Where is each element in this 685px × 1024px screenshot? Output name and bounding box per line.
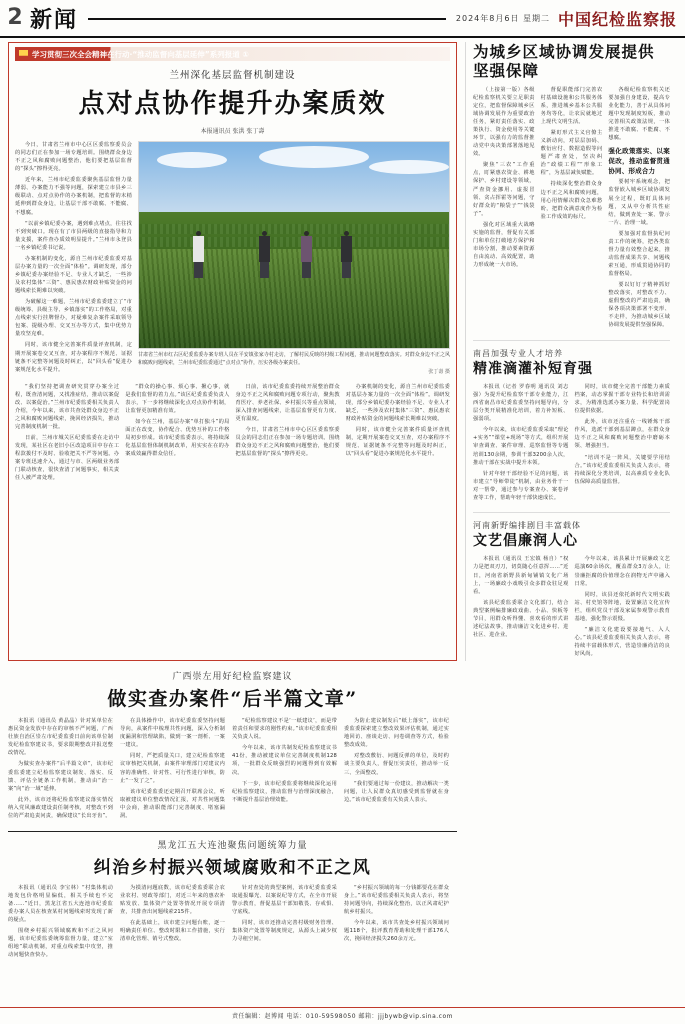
masthead	[0, 0, 685, 38]
right-rail	[465, 42, 670, 661]
photo-caption: 甘肃省兰州市红古区纪委监委办案专班人员在平安镇张家寺村走访，了解村民反映的村级工程问题，推动问题整改落实。对群众身边不正之风和腐败问题线索，兰州市纪委监委通过“点对点”协作，压实各级办案责任。	[138, 352, 450, 366]
paragraph: 强化对区域重大战略实施的监督，督促有关部门和单位打破地方保护和市场分割，推动要素资源自由流动、高效配置，助力形成统一大市场。	[473, 221, 535, 269]
lead-column-2	[15, 383, 119, 486]
paragraph: 此外，该市还注重在一线锤炼干部作风，选派干部到基层蹲点，在群众身边不正之风和腐败问题整治中磨砺本领、增强担当。	[574, 419, 670, 450]
paragraph: 为做实查办案件“后半篇文章”，该市纪委监委建立纪检监察建议制发、落实、反馈、评估全链条工作机制，推动由“治一案”向“治一域”延伸。	[8, 761, 113, 792]
mid-story-column-4	[344, 717, 449, 823]
person-legs	[342, 262, 351, 278]
bottom-story-column-1	[8, 884, 113, 963]
bottom-story-column-3	[232, 884, 337, 963]
flag-icon	[19, 50, 28, 59]
paragraph: “我们坚持把调查研究贯穿办案全过程，既查清问题，又找准症结，推动以案促改、以案促治。”兰州市纪委监委相关负责人介绍，今年以来，该市共查处群众身边不正之风和腐败问题线索，挽回经济损失，推动完善制度机制一批。	[15, 383, 120, 430]
paragraph: 紧盯形式主义官僚主义新动向，对层层加码、敷衍应付、数据造假等问题严肃查处，坚决纠治“政绩工程”“形象工程”，为基层减负赋能。	[540, 130, 603, 177]
paragraph: 各级纪检监察机关还要加强自身建设，提高专业化能力，善于从具体问题中发现制度短板，推动完善相关政策法规，一体推进不敢腐、不能腐、不想腐。	[608, 86, 671, 142]
rail-story1-columns	[473, 86, 670, 333]
paragraph: 今年以来，该市共制发纪检监察建议书41份，推动被建议单位完善制度机制128项，一批群众反映强烈的问题得到有效解决。	[232, 745, 337, 776]
rail-story2-column-2	[575, 383, 671, 505]
paragraph: 同时，该市健全完善案件质量评查机制，定期开展案卷交叉互查，对办案程序不规范、证据链条不完整等问题及时纠正，以“回头看”促进办案规范化水平提升。	[345, 427, 450, 458]
rail-story1-column-3	[608, 86, 670, 333]
person-torso	[259, 236, 270, 262]
page-footer	[0, 1007, 685, 1024]
person-torso	[301, 236, 312, 262]
top-row	[8, 42, 677, 661]
rail-story2-headline: 精准滴灌补短育强	[473, 360, 593, 377]
lead-column-1	[15, 141, 132, 377]
paragraph: 本报讯（通讯员 李宝林）“村集体机动地发包价格明显偏低，相关手续也不完备……”近日，黑龙江省五大连池市纪委监委办案人员在核查某村问题线索时发现了新的疑点。	[8, 884, 113, 924]
paragraph: 下一步，该市纪委监委将继续深化运用纪检监察建议，推动监督与治理深度融合，不断提升基层治理效能。	[232, 780, 337, 803]
rail-story3-column-1	[473, 555, 569, 661]
paragraph: 此外，该市还将纪检监察建议落实情况纳入党风廉政建设责任制考核，对整改不到位的严肃追责问责，确保建议“长出牙齿”。	[8, 796, 113, 819]
paragraph: 要以钉钉子精神抓好整改落实，对整改不力、虚假整改的严肃追责，确保各项决策部署不变形、不走样，为推动城乡区域协调发展提供坚强保障。	[608, 282, 671, 329]
paragraph: 对整改敷衍、问题反弹的单位，及时约谈主要负责人，督促压实责任，推动举一反三、全面整改。	[344, 753, 449, 776]
paragraph: 同时，严把质量关口，建立纪检监察建议审核把关机制，由案件审理部门对建议内容的准确性、针对性、可行性进行审核，防止“一发了之”。	[120, 753, 225, 784]
lead-column-3	[125, 383, 229, 486]
paragraph: 为摸清问题底数，该市纪委监委联合农业农村、财政等部门，对近三年来的惠农补贴发放、集体资产处置等情况开展专项清查，共排查出问题线索215件。	[120, 884, 225, 916]
paragraph: 今年以来，该市共查处乡村振兴领域问题118个，批评教育帮助和处理干部176人次，挽回经济损失260余万元。	[344, 920, 449, 943]
paragraph: 本报讯（通讯员 黄晶晶）针对某单位在惠民资金发放中存在的审核不严问题，广西壮族自治区崇左市纪委监委日前向该单位制发纪检监察建议书，要求限期整改并报送整改情况。	[8, 718, 113, 757]
paragraph: 近年来，兰州市纪委监委聚焦基层监督力量薄弱、办案能力不强等问题，探索建立市县乡三级联动、点对点协作的办案机制，把监督的末梢延伸到群众身边，让基层干部不敢腐、不能腐、不想腐。	[15, 177, 132, 216]
photo-credit: 张丁壽 摄	[428, 369, 450, 375]
rail-story1-headline: 为城乡区域协调发展提供坚强保障	[473, 42, 655, 81]
corn-row	[139, 237, 449, 247]
paragraph: 在具体操作中，该市纪委监委坚持问题导向，从案件中梳理共性问题，深入分析制度漏洞和管理缺陷，做到一案一剖析、一案一建议。	[120, 718, 225, 749]
rail-story1-column-2	[541, 86, 603, 333]
person-legs	[302, 262, 311, 278]
rail-story3-kicker: 河南新野编排剧目丰富载体	[473, 520, 581, 530]
cloud-shape	[369, 160, 449, 174]
mid-story-headline: 做实查办案件“后半篇文章”	[107, 688, 358, 711]
lead-kicker: 兰州深化基层监督机制建设	[169, 70, 296, 81]
series-banner	[15, 47, 450, 61]
series-label: 学习贯彻三次全会精神在行动·“推动监督向基层延伸”系列报道 ①	[32, 49, 249, 59]
person-figure	[299, 231, 313, 278]
rail-divider-2	[473, 512, 670, 513]
page-body	[0, 38, 685, 962]
lead-article	[8, 42, 457, 661]
paragraph: “我们要通过每一份建议，推动解决一类问题，让人民群众真切感受到监督就在身边。”该市纪委监委有关负责人表示。	[344, 780, 449, 803]
lead-column-4	[236, 383, 340, 486]
paragraph: 该市纪委监委还定期召开联席会议，听取被建议单位整改情况汇报，对共性问题集中会商，推动职能部门完善制度、堵塞漏洞。	[120, 788, 225, 819]
paragraph: 办案机制的变化，源自兰州市纪委监委对基层办案力量的一次全面“体检”。调研发现，部分乡镇纪委办案经验不足、专业人才缺乏，一些涉及农村集体“三资”、惠民惠农财政补贴资金的问题线索长期难以突破。	[15, 255, 132, 295]
person-figure	[339, 231, 353, 278]
lead-photo-block	[138, 141, 450, 377]
paragraph: 为防止建议制发后“纸上落实”，该市纪委监委探索建立整改效果评估机制，通过实地回访、座谈走访、问卷调查等方式，检验整改成效。	[344, 718, 449, 749]
paragraph: “乡村振兴领域的每一分钱都要花在群众身上。”该市纪委监委相关负责人表示，将坚持问题导向，持续深化整治，以正风肃纪护航乡村振兴。	[344, 884, 449, 916]
person-legs	[194, 262, 203, 278]
masthead-date: 2024年8月6日 星期二	[455, 13, 550, 23]
paragraph: “培训不是一阵风，关键要学用结合。”该市纪委监委相关负责人表示，将持续深化分类培训，以高素质专业化队伍保障高质量监督。	[574, 454, 670, 485]
paragraph: 在此基础上，该市建立问题台账，逐一明确责任单位、整改时限和工作措施，实行清单化管理、销号式整改。	[120, 920, 225, 943]
photo-field-foreground	[139, 249, 449, 348]
mid-story-kicker: 广西崇左用好纪检监察建议	[172, 672, 293, 683]
bottom-story	[8, 838, 457, 963]
person-figure	[191, 231, 205, 278]
paragraph: 同时，该市还推动完善村级财务管理、集体资产处置等制度规定，从源头上减少权力寻租空间。	[232, 920, 337, 943]
paragraph: 今日，甘肃省兰州市中心区区委监察委员会的同志们正在参加一场专题培训。围绕群众身边不正之风和腐败问题整治，他们要把基层监督的“探头”擦得更亮。	[235, 427, 340, 458]
paragraph: 同时，该县还依托新时代文明实践站、村史馆等阵地，设置廉洁文化宣传栏，组织党员干部及家属参观警示教育基地，强化警示震慑。	[574, 591, 670, 622]
cloud-shape	[259, 146, 369, 168]
mid-story	[8, 669, 457, 823]
rail-story1-column-1	[473, 86, 535, 333]
section-title: 新闻	[30, 7, 79, 33]
mid-story-columns	[8, 717, 457, 823]
rail-divider-1	[473, 340, 670, 341]
paragraph: 督促职能部门完善农村基础设施和公共服务体系，推进城乡基本公共服务均等化，让农民就地过上现代文明生活。	[540, 86, 603, 125]
paragraph: 该县纪委监委联合文化部门，结合典型案例编排廉政戏曲、小品、快板等节目，用群众听得懂、喜欢看的形式讲述纪法故事，推动廉洁文化进乡村、进社区、进企业。	[473, 599, 569, 638]
paragraph: 今日，甘肃省兰州市中心区区委监察委员会的同志们正在参加一场专题培训。围绕群众身边不正之风和腐败问题整治，他们要把基层监督的“探头”擦得更亮。	[15, 142, 132, 173]
paper-logo: 中国纪检监察报	[557, 9, 677, 29]
person-figure	[257, 231, 271, 278]
mid-bottom-divider	[8, 831, 457, 832]
lead-column-5	[346, 383, 450, 486]
person-legs	[260, 262, 269, 278]
paragraph: 办案机制的变化，源自兰州市纪委监委对基层办案力量的一次全面“体检”。调研发现，部分乡镇纪委办案经验不足、专业人才缺乏，一些涉及农村集体“三资”、惠民惠农财政补贴资金的问题线索长期难以突破。	[345, 383, 450, 422]
page-number: 2	[7, 5, 23, 30]
paragraph: 本报讯（通讯员 王宏镇 杨自）“权力是把双刃刀，切莫随心任意挥……”近日，河南省新野县新甸铺镇文化广场上，一场廉政小戏吸引众多群众驻足观看。	[473, 556, 569, 595]
paragraph: 针对查处的典型案例，该市纪委监委采取通报曝光、以案说纪等方式，在全市开展警示教育，督促基层干部知敬畏、存戒惧、守底线。	[232, 884, 337, 916]
mid-story-column-3	[232, 717, 337, 823]
paragraph: 持续深化整治群众身边不正之风和腐败问题，用心用情解决群众急难愁盼，把群众满意度作为检验工作成效的标尺。	[540, 181, 603, 220]
paragraph: 聚焦“三农”工作重点，盯紧惠农资金、耕地保护、乡村建设等领域，严查资金挪用、虚报冒领、贪占挥霍等问题，守好群众的“粮袋子”“钱袋子”。	[473, 162, 535, 217]
lead-byline: 本报通讯员 张洪 张丁壽	[200, 128, 265, 135]
lead-lower-columns	[15, 383, 450, 486]
paragraph: 针对年轻干部经验不足的问题，该市建立“导师带徒”机制，由业务骨干一对一帮带，通过参与专案查办、案卷评查等工作，帮助年轻干部快速成长。	[473, 470, 569, 501]
masthead-divider	[88, 18, 446, 20]
corn-field-inspection-photo	[138, 141, 450, 349]
rail-story3-column-2	[575, 555, 671, 661]
paragraph: 为破解这一难题，兰州市纪委监委建立了“市级统筹、县级主导、乡镇落实”的工作格局，对重点线索实行挂牌督办，对疑难复杂案件采取领导包案、提级办理、交叉互办等方式，集中优势力量攻坚克难。	[15, 299, 132, 338]
paragraph: 本报讯（记者 罗春明 通讯员 刘志强）为提升纪检监察干部专业能力，江西省南昌市纪委监委坚持问题导向，分层分类开展精准化培训，着力补短板、强弱项。	[473, 384, 569, 423]
lead-headline: 点对点协作提升办案质效	[78, 89, 387, 119]
person-torso	[193, 236, 204, 262]
footer-text: 责任编辑：赵博闻 电话：010-59598050 邮箱：jjjbywb@vip.sina.com	[232, 1013, 453, 1020]
paragraph: （上接第一版）各级纪检监察机关要立足职责定位，把监督保障城乡区域协调发展作为重要政治任务，紧盯责任落实、政策执行、资金使用等关键环节，以强有力的监督推动党中央决策部署落地见效。	[473, 86, 535, 158]
paragraph: “群众的操心事、烦心事、揪心事，就是我们监督的着力点。”该区纪委监委负责人表示，下一步将继续深化点对点协作机制，让监督更加精准有效。	[125, 383, 230, 414]
corn-row	[139, 224, 449, 234]
mid-story-column-1	[8, 717, 113, 823]
paragraph: 如今在兰州，基层办案“单打独斗”的局面正在改变，协作配合、优势互补的工作格局初步形成。该市纪委监委表示，将持续深化基层监督体制机制改革，用实实在在的办案成效赢得群众信任。	[125, 418, 230, 458]
paragraph: 围绕乡村振兴领域腐败和不正之风问题，该市纪委监委统筹监督力量，建立“室组地”联动机制，对重点线索集中攻坚，推动问题快查快办。	[8, 928, 113, 959]
bottom-story-column-2	[120, 884, 225, 963]
mid-story-column-2	[120, 717, 225, 823]
paragraph: “廉洁文化建设要接地气、入人心。”该县纪委监委相关负责人表示，将持续丰富载体形式，营造崇廉尚洁的良好风尚。	[574, 626, 670, 658]
paragraph: 日前，兰州市城关区纪委监委在走访中发现，某社区在老旧小区改造项目中存在工程款拨付不及时、验收把关不严等问题。办案专班迅速介入，通过与市、区两级业务部门联动核查，很快查清了问题事实，相关责任人被严肃处理。	[15, 435, 120, 482]
bottom-story-headline: 纠治乡村振兴领域腐败和不正之风	[93, 857, 372, 878]
paragraph: 要树牢系统观念，把监督嵌入城乡区域协调发展全过程，既盯具体问题，又从中分析共性症结，做到查处一案、警示一片、治理一域。	[608, 179, 671, 226]
rail-story2-columns	[473, 383, 670, 505]
paragraph: 今年以来，该市纪委监委采取“理论+实务”“课堂+现场”等方式，组织开展审查调查、案件审理、巡察监督等专题培训130余期，参训干部3200余人次，推动干部在实战中提升本领。	[473, 427, 569, 466]
paragraph: “以前乡镇纪委办案，遇到难点堵点，往往找不到突破口。现在有了市县两级的直接指导和力量支援，案件查办质效明显提升。”兰州市永登县一名乡镇纪委书记说。	[15, 220, 132, 251]
paragraph: 同时，该市健全完善干部能力素质档案，动态掌握干部专业特长和培训需求，为精准选派办案力量、科学配置岗位提供依据。	[574, 384, 670, 415]
rail-story2-column-1	[473, 383, 569, 505]
lead-top-block	[15, 141, 450, 377]
bottom-story-kicker: 黑龙江五大连池聚焦问题统筹力量	[157, 840, 308, 851]
paragraph: 要加强对监督执纪问责工作的统筹，把各类监督力量有效整合起来，推动监督成果共享、问题线索互通，形成贯通协同的监督格局。	[608, 230, 671, 278]
rail-story3-columns	[473, 555, 670, 661]
person-torso	[341, 236, 352, 262]
paragraph: 同时，该市健全完善案件质量评查机制，定期开展案卷交叉互查，对办案程序不规范、证据链条不完整等问题及时纠正，以“回头看”促进办案规范化水平提升。	[15, 342, 132, 373]
paragraph: 日前，该市纪委监委持续开展整治群众身边不正之风和腐败问题专项行动，聚焦教育医疗、养老社保、乡村振兴等重点领域，深入排查问题线索，让基层监督更有力度、更有温度。	[235, 383, 340, 422]
paragraph: “纪检监察建议不是‘一纸建议’，而是带着责任和要求的刚性约束。”该市纪委监委相关负责人说。	[232, 718, 337, 741]
rail-story1-subhead: 强化政策落实、以案促改，推动监督贯通协同、形成合力	[608, 147, 671, 176]
rail-story3-headline: 文艺倡廉润人心	[473, 532, 578, 549]
rail-story2-kicker: 南昌加强专业人才培养	[473, 348, 563, 358]
bottom-story-columns	[8, 884, 457, 963]
bottom-story-column-4	[344, 884, 449, 963]
cloud-shape	[157, 152, 227, 168]
paragraph: 今年以来，该县累计开展廉政文艺巡演60余场次，覆盖群众3万余人，让崇廉拒腐的价值理念在润物无声中融入日常。	[574, 556, 670, 587]
